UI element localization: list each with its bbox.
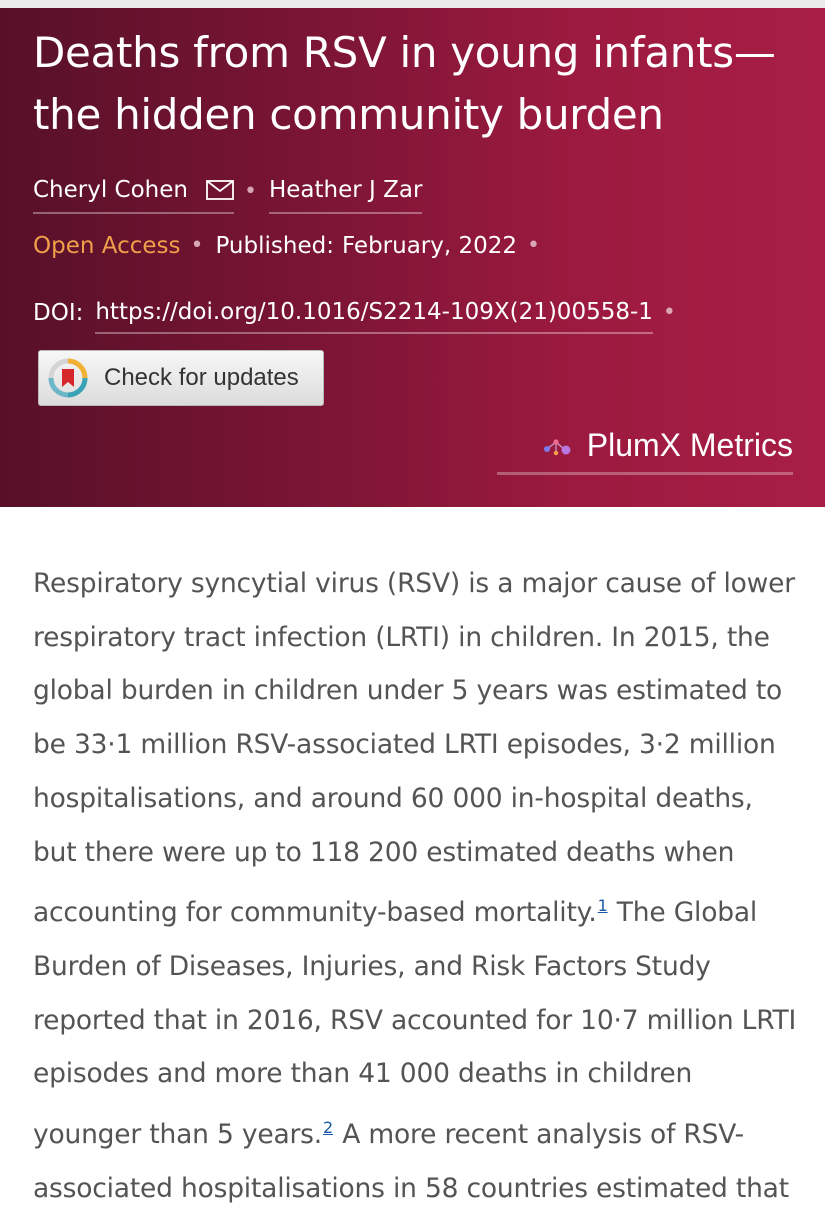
check-for-updates-button[interactable] (38, 350, 324, 406)
reference-link-2[interactable]: 2 (323, 1118, 333, 1138)
separator-dot: • (527, 233, 541, 258)
mail-icon[interactable] (206, 180, 234, 200)
author-heather-zar[interactable] (269, 170, 422, 214)
reference-link-1[interactable]: 1 (597, 896, 608, 916)
article-body-paragraph (33, 557, 803, 1215)
author-name: Cheryl Cohen (33, 177, 188, 203)
crossmark-icon (48, 358, 88, 398)
doi-row (33, 292, 688, 334)
doi-link[interactable]: https://doi.org/10.1016/S2214-109X(21)00558-1 (95, 292, 653, 334)
author-name: Heather J Zar (268, 177, 423, 203)
title-line-1: Deaths from RSV in young infants— (33, 28, 776, 77)
separator-dot: • (662, 300, 676, 325)
author-list (33, 170, 422, 214)
separator-dot: • (190, 233, 204, 258)
published-label: Published: (215, 233, 334, 259)
plumx-metrics-link[interactable] (497, 418, 793, 475)
doi-label: DOI: (33, 300, 84, 326)
article-title (33, 22, 793, 146)
title-line-2: the hidden community burden (33, 90, 664, 139)
separator-dot: • (244, 179, 257, 204)
author-cheryl-cohen[interactable] (33, 170, 234, 214)
plumx-label: PlumX Metrics (586, 426, 793, 463)
body-text-segment: A more recent analysis of RSV-associated hospitalisations in 58 countries estimated that (33, 1119, 789, 1204)
top-bar (0, 0, 825, 8)
body-text-segment: Respiratory syncytial virus (RSV) is a major cause of lower respiratory tract infection (LRTI) in children. In 2015, the global burden in children under 5 years was estimated to be 33·1 million RSV-associated LRTI episodes, 3·2 million hospitalisations, and around 60 000 in-hospital deaths, but there were up to 118 200 estimated deaths when accounting for community-based mortality. (33, 568, 795, 929)
check-for-updates-label: Check for updates (104, 364, 299, 391)
plumx-icon (541, 433, 577, 457)
article-header (0, 8, 825, 507)
body-text-segment: The Global Burden of Diseases, Injuries, and Risk Factors Study reported that in 2016, RSV accounted for 10·7 million LRTI episodes and more than 41 000 deaths in children younger than 5 years. (33, 897, 797, 1151)
open-access-label: Open Access (33, 233, 181, 259)
published-date: February, 2022 (341, 233, 518, 259)
publication-info (33, 226, 552, 266)
